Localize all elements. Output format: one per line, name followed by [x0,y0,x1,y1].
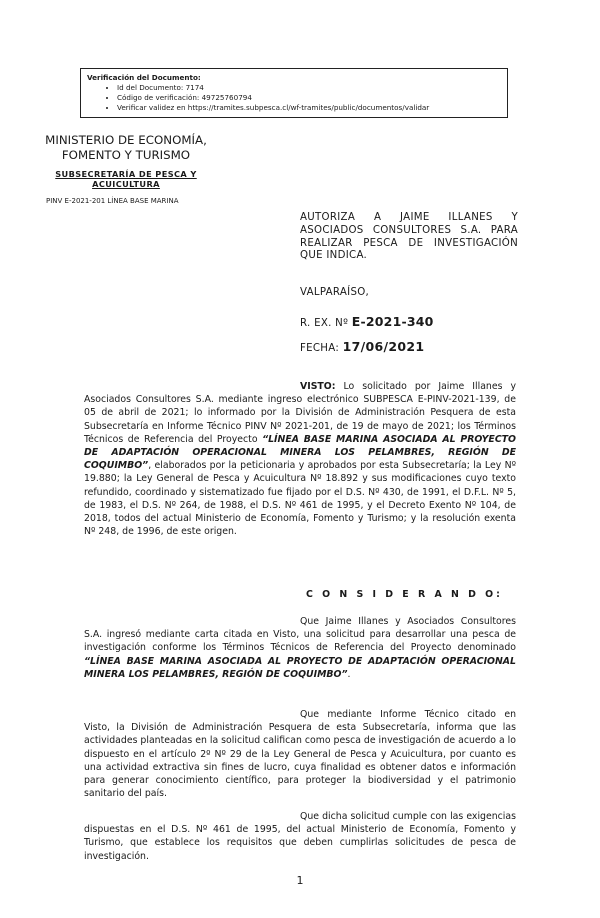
verification-url: • Verificar validez en https://tramites.subpesca.cl/wf-tramites/public/documentos/validar [117,103,501,113]
rex-number: E-2021-340 [351,314,434,329]
visto-project-title: “LÍNEA BASE MARINA ASOCIADA AL PROYECTO DE ADAPTACIÓN OPERACIONAL MINERA LOS PELAMBRES, REGIÓN DE COQUIMBO” [84,433,516,472]
reference-code: PINV E-2021-201 LÍNEA BASE MARINA [46,197,179,205]
considerando-heading: C O N S I D E R A N D O: [306,589,503,600]
considerando-p1-text-b: . [347,668,351,680]
verification-list [87,83,501,113]
page-number: 1 [296,874,304,887]
visto-text-a: Lo solicitado por Jaime Illanes y Asociados Consultores S.A. mediante ingreso electrónico SUBPESCA E-PINV-2021-139, de 05 de abril de 2021; lo informado por la División de Administración Pesquera de esta Subsecretaría en Informe Técnico PINV Nº 2021-201, de 19 de mayo de 2021; los Términos Técnicos de Referencia del Proyecto [84,381,516,445]
rex-label: R. EX. Nº [300,318,349,329]
date-label: FECHA: [300,343,340,354]
considerando-paragraph-1 [84,615,516,681]
considerando-p1-title: “LÍNEA BASE MARINA ASOCIADA AL PROYECTO DE ADAPTACIÓN OPERACIONAL MINERA LOS PELAMBRES, REGIÓN DE COQUIMBO” [84,655,516,680]
resolution-date [300,339,424,354]
ministry-line-1: MINISTERIO DE ECONOMÍA, [45,133,207,147]
verification-box [80,68,508,118]
ministry-line-2: FOMENTO Y TURISMO [61,148,191,162]
resolution-place: VALPARAÍSO, [300,287,370,298]
verification-doc-id: • Id del Documento: 7174 [117,83,501,93]
ministry-name [38,133,214,163]
verification-title: Verificación del Documento: [87,73,201,82]
visto-heading: VISTO: [300,381,336,392]
resolution-summary: AUTORIZA A JAIME ILLANES Y ASOCIADOS CONSULTORES S.A. PARA REALIZAR PESCA DE INVESTIGACIÓN QUE INDICA. [300,212,518,262]
considerando-paragraph-2: Que mediante Informe Técnico citado en Visto, la División de Administración Pesquera de esta Subsecretaría, informa que las actividades planteadas en la solicitud califican como pesca de investigación de acuerdo a lo dispuesto en el artículo 2º Nº 29 de la Ley General de Pesca y Acuicultura, por cuanto es una actividad extractiva sin fines de lucro, cuya finalidad es obtener datos e información para generar conocimiento científico, para proteger la biodiversidad y el patrimonio sanitario del país. [84,709,516,800]
verification-code: • Código de verificación: 49725760794 [117,93,501,103]
subsecretaria-name: SUBSECRETARÍA DE PESCA Y ACUICULTURA [55,169,197,189]
date-value: 17/06/2021 [342,339,425,354]
resolution-number [300,314,434,329]
considerando-p1-text-a: Que Jaime Illanes y Asociados Consultores S.A. ingresó mediante carta citada en Visto, una solicitud para desarrollar una pesca de investigación conforme los Términos Técnicos de Referencia del Proyecto denominado [84,616,516,654]
visto-text-b: , elaborados por la peticionaria y aprobados por esta Subsecretaría; la Ley Nº 19.880; la Ley General de Pesca y Acuicultura Nº 18.892 y sus modificaciones cuyo texto refundido, coordinado y sistematizado fue fijado por el D.S. Nº 430, de 1991, el D.F.L. Nº 5, de 1983, el D.S. Nº 264, de 1988, el D.S. Nº 461 de 1995, y el Decreto Exento Nº 104, de 2018, todos del actual Ministerio de Economía, Fomento y Turismo; y la resolución exenta Nº 248, de 1996, de este origen. [84,460,516,538]
visto-paragraph [84,380,516,538]
considerando-paragraph-3: Que dicha solicitud cumple con las exigencias dispuestas en el D.S. Nº 461 de 1995, del actual Ministerio de Economía, Fomento y Turismo, que establece los requisitos que deben cumplirlas solicitudes de pesca de investigación. [84,811,516,862]
